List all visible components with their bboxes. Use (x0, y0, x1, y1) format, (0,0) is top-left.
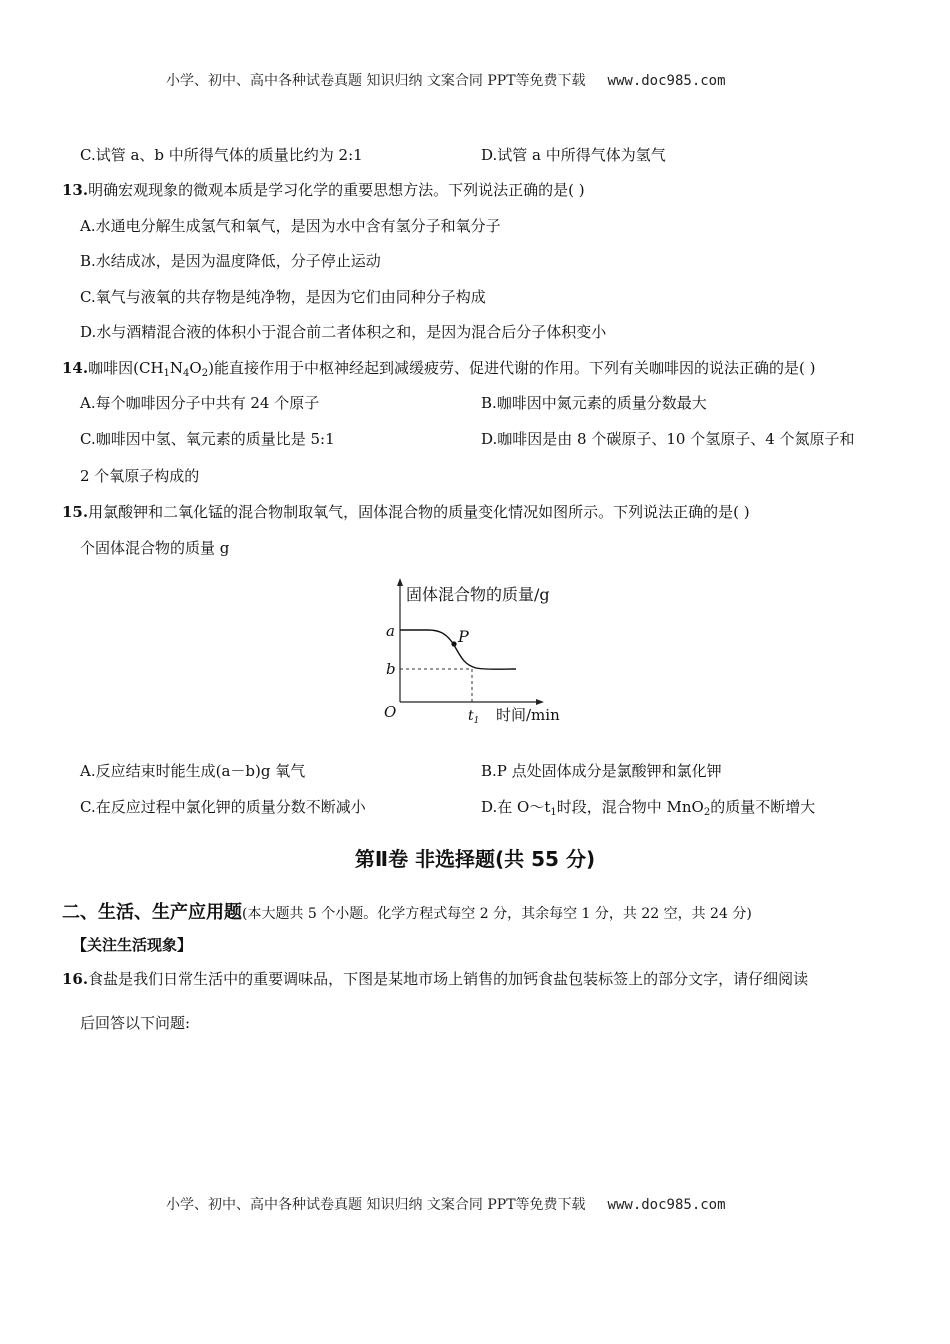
q14-stem-formula-start: 咖啡因(CH (88, 359, 164, 377)
q15-option-d (481, 797, 815, 823)
q15-stem-text: 用氯酸钾和二氧化锰的混合物制取氧气，固体混合物的质量变化情况如图所示。下列说法正确的是( ) (88, 503, 750, 521)
q15-option-d-pre: D.在 O～t (481, 798, 551, 816)
q14-option-c: C.咖啡因中氢、氧元素的质量比是 5:1 (80, 430, 335, 448)
origin-label: O (384, 703, 397, 721)
q13-stem (62, 180, 585, 200)
q14-stem (62, 358, 815, 384)
y-tick-a: a (386, 622, 395, 640)
part-2-note: (本大题共 5 个小题。化学方程式每空 2 分，其余每空 1 分，共 22 空，共 24 分) (242, 906, 752, 922)
mass-time-chart (376, 572, 596, 728)
page-footer (166, 1194, 726, 1214)
q16-stem-cont: 后回答以下问题: (80, 1014, 191, 1032)
q15-caption: 个固体混合物的质量 g (80, 539, 230, 557)
q14-formula-n: N (169, 359, 184, 377)
q15-option-b: B.P 点处固体成分是氯酸钾和氯化钾 (481, 762, 722, 780)
q15-option-d-post: 的质量不断增大 (710, 798, 816, 816)
y-axis-arrow (397, 578, 403, 586)
q15-option-d-mid: 时段，混合物中 MnO (556, 798, 704, 816)
q15-option-a: A.反应结束时能生成(a－b)g 氧气 (80, 762, 306, 780)
footer-url[interactable]: www.doc985.com (607, 1197, 726, 1213)
part-2-heading (62, 898, 752, 924)
q12-option-c: C.试管 a、b 中所得气体的质量比约为 2:1 (80, 146, 363, 164)
q14-option-d: D.咖啡因是由 8 个碳原子、10 个氢原子、4 个氮原子和 (481, 430, 855, 448)
footer-text: 小学、初中、高中各种试卷真题 知识归纳 文案合同 PPT等免费下载 (166, 1197, 586, 1213)
q13-option-d: D.水与酒精混合液的体积小于混合前二者体积之和，是因为混合后分子体积变小 (80, 323, 607, 341)
q14-option-a: A.每个咖啡因分子中共有 24 个原子 (80, 394, 320, 412)
y-tick-b: b (386, 660, 396, 678)
q14-sub-1: 1 (163, 368, 170, 379)
q14-sub-3: 2 (201, 368, 209, 379)
header-url[interactable]: www.doc985.com (607, 73, 726, 89)
x-axis-label: 时间/min (496, 706, 560, 724)
q14-number: 14. (62, 359, 89, 377)
q15-stem (62, 502, 750, 522)
q16-stem (62, 969, 808, 989)
point-p (451, 641, 456, 646)
q13-option-a: A.水通电分解生成氢气和氧气，是因为水中含有氢分子和氧分子 (80, 217, 501, 235)
point-p-label: P (458, 627, 469, 646)
q13-option-c: C.氧气与液氧的共存物是纯净物，是因为它们由同种分子构成 (80, 288, 486, 306)
section-2-title: 第Ⅱ卷 非选择题(共 55 分) (354, 847, 596, 871)
q14-sub-2: 4 (183, 368, 190, 379)
q15-option-d-sub2: 2 (703, 807, 711, 818)
q14-option-b: B.咖啡因中氮元素的质量分数最大 (481, 394, 707, 412)
q16-number: 16. (62, 970, 89, 988)
subhead-life: 【关注生活现象】 (72, 936, 193, 954)
q12-option-d: D.试管 a 中所得气体为氢气 (481, 146, 666, 164)
page-header (166, 70, 726, 90)
q13-stem-text: 明确宏观现象的微观本质是学习化学的重要思想方法。下列说法正确的是( ) (88, 181, 585, 199)
q14-option-d-cont: 2 个氧原子构成的 (80, 467, 200, 485)
q15-number: 15. (62, 503, 89, 521)
q13-number: 13. (62, 181, 89, 199)
x-axis-arrow (536, 699, 544, 705)
q13-option-b: B.水结成冰，是因为温度降低，分子停止运动 (80, 252, 381, 270)
header-text: 小学、初中、高中各种试卷真题 知识归纳 文案合同 PPT等免费下载 (166, 73, 586, 89)
q16-stem-text: 食盐是我们日常生活中的重要调味品，下图是某地市场上销售的加钙食盐包装标签上的部分文字，请仔细阅读 (88, 970, 809, 988)
q14-stem-text: )能直接作用于中枢神经起到减缓疲劳、促进代谢的作用。下列有关咖啡因的说法正确的是( ) (208, 359, 816, 377)
q15-option-c: C.在反应过程中氯化钾的质量分数不断减小 (80, 798, 366, 816)
part-2-title: 二、生活、生产应用题 (62, 902, 242, 923)
q14-formula-o: O (189, 359, 202, 377)
x-tick-t1: $t_1$ (468, 708, 480, 726)
y-axis-label: 固体混合物的质量/g (406, 585, 550, 604)
q15-option-d-sub: 1 (550, 807, 557, 818)
